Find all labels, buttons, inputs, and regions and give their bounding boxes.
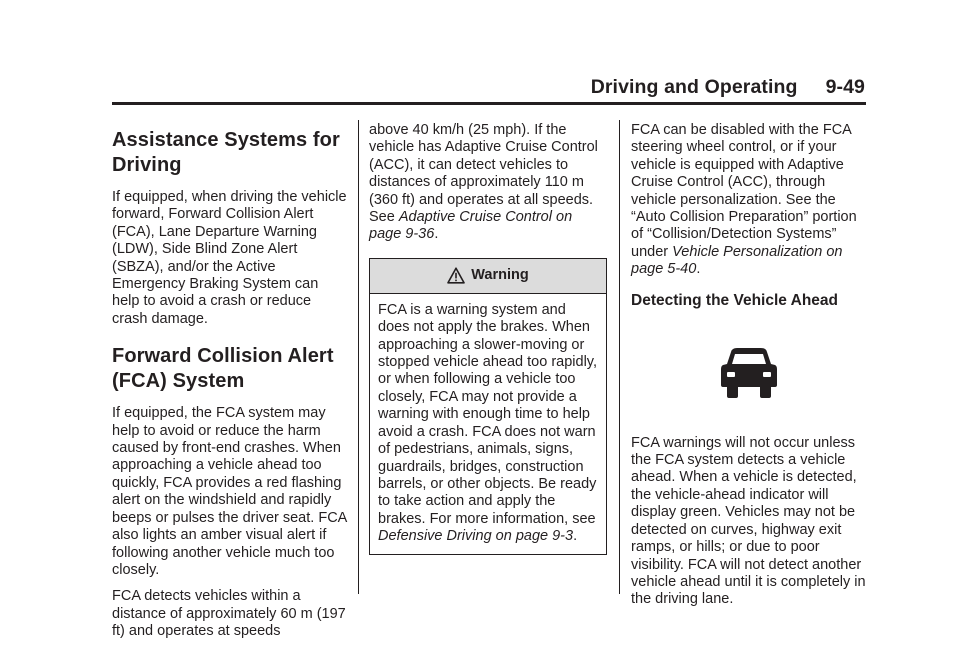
warning-body bbox=[370, 294, 606, 554]
column-3 bbox=[631, 122, 867, 618]
punctuation: . bbox=[434, 226, 439, 243]
warning-icon bbox=[447, 267, 465, 284]
heading-fca-system: Forward Collision Alert (FCA) System bbox=[112, 345, 334, 393]
punctuation: . bbox=[573, 528, 578, 545]
cross-reference-link[interactable]: Adaptive Cruise Control on page 9-36 bbox=[369, 209, 573, 243]
column-divider bbox=[619, 120, 620, 594]
cross-reference-link[interactable]: Vehicle Personalization on page 5-40 bbox=[631, 243, 843, 278]
cross-reference-link[interactable]: Defensive Driving on page 9-3 bbox=[378, 528, 574, 545]
warning-text: FCA is a warning system and does not apply the brakes. When approaching a slower-moving or stopped vehicle ahead too rapidly, or when following a vehicle too closely, FCA may not provide a warning with enough time to help avoid a crash. FCA does not warn of pedestrians, animals, signs, guardrails, bridges, construction barrels, or other objects. Be ready to take action and apply the brakes. For more information, see bbox=[378, 301, 597, 527]
icon-container bbox=[631, 311, 867, 435]
paragraph: FCA warnings will not occur unless the FCA system detects a vehicle ahead. When a vehicle is detected, the vehicle-ahead indicator will display green. Vehicles may not be detected on curves, highway exit ramps, or hills; or due to poor visibility. FCA will not detect another vehicle ahead until it is completely in the driving lane. bbox=[631, 434, 866, 608]
warning-box bbox=[369, 258, 607, 555]
paragraph bbox=[369, 122, 607, 244]
paragraph: If equipped, the FCA system may help to avoid or reduce the harm caused by front-end crashes. When approaching a vehicle ahead too quickly, FCA provides a red flashing alert on the windshield and rapidly beeps or pulses the driver seat. FCA also lights an amber visual alert if following another vehicle much too closely. bbox=[112, 405, 347, 578]
subheading-detecting-vehicle: Detecting the Vehicle Ahead bbox=[631, 291, 839, 309]
punctuation: . bbox=[696, 261, 701, 278]
running-head bbox=[591, 76, 865, 99]
page-number: 9-49 bbox=[825, 76, 865, 98]
column-1 bbox=[112, 128, 348, 650]
column-2 bbox=[369, 122, 607, 555]
warning-header bbox=[370, 259, 606, 294]
paragraph bbox=[631, 122, 867, 279]
vehicle-ahead-icon bbox=[719, 346, 779, 400]
paragraph: FCA detects vehicles within a distance of approximately 60 m (197 ft) and operates at speeds bbox=[112, 588, 346, 640]
column-divider bbox=[358, 120, 359, 594]
heading-assistance-systems: Assistance Systems for Driving bbox=[112, 129, 340, 176]
section-title: Driving and Operating bbox=[590, 76, 798, 98]
paragraph-text: FCA can be disabled with the FCA steering wheel control, or if your vehicle is equipped with Adaptive Cruise Control (ACC), through vehicle personalization. See the “Auto Collision Preparation” portion of “Collision/Detection Systems” under bbox=[631, 122, 857, 260]
warning-title: Warning bbox=[471, 267, 529, 284]
paragraph: If equipped, when driving the vehicle forward, Forward Collision Alert (FCA), Lane Departure Warning (LDW), Side Blind Zone Alert (SBZA), and/or the Active Emergency Braking System can help to avoid a crash or reduce crash damage. bbox=[112, 189, 347, 327]
paragraph-text: above 40 km/h (25 mph). If the vehicle has Adaptive Cruise Control (ACC), it can detect vehicles to distances of approximately 110 m (360 ft) and operates at all speeds. See bbox=[369, 122, 598, 226]
header-rule bbox=[112, 102, 866, 105]
